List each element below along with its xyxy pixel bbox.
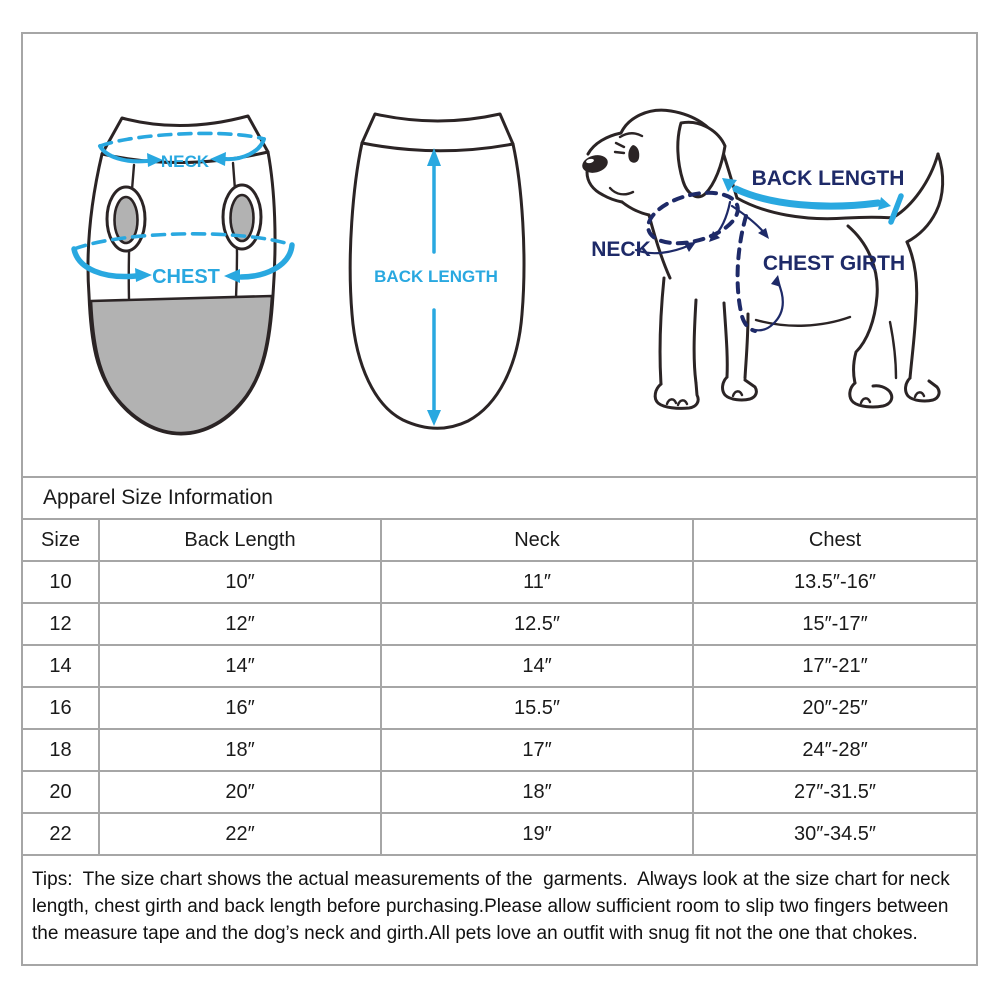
col-header-chest: Chest <box>693 520 976 561</box>
dog-nose-icon <box>580 153 609 176</box>
size-cell: 20 <box>23 771 99 813</box>
front-chest-label: CHEST <box>152 266 220 288</box>
back-length-cell: 12″ <box>99 603 381 645</box>
measurement-illustrations <box>23 34 976 476</box>
neck-cell: 19″ <box>381 813 693 855</box>
table-row <box>23 729 976 771</box>
size-chart-title: Apparel Size Information <box>23 476 976 520</box>
chest-pointer-down-icon <box>758 228 769 239</box>
dog-back-length-label: BACK LENGTH <box>751 167 905 190</box>
col-header-size: Size <box>23 520 99 561</box>
neck-cell: 18″ <box>381 771 693 813</box>
back-length-cell: 20″ <box>99 771 381 813</box>
chest-cell: 27″-31.5″ <box>693 771 976 813</box>
neck-dashed-loop <box>636 184 743 253</box>
neck-cell: 12.5″ <box>381 603 693 645</box>
size-cell: 10 <box>23 561 99 603</box>
table-row <box>23 645 976 687</box>
front-neck-label: NECK <box>160 152 210 171</box>
neck-cell: 11″ <box>381 561 693 603</box>
table-row <box>23 687 976 729</box>
tail-base-tick <box>891 196 901 222</box>
garment-front-view-illustration <box>30 90 330 450</box>
back-length-cell: 22″ <box>99 813 381 855</box>
dog-eyelashes <box>615 143 624 153</box>
dog-neck-label: NECK <box>591 238 651 261</box>
chest-cell: 30″-34.5″ <box>693 813 976 855</box>
size-cell: 12 <box>23 603 99 645</box>
size-cell: 16 <box>23 687 99 729</box>
dog-eye-icon <box>628 145 639 163</box>
col-header-back-length: Back Length <box>99 520 381 561</box>
size-cell: 22 <box>23 813 99 855</box>
tips-text: Tips: The size chart shows the actual measurements of the garments. Always look at the size chart for neck length, chest girth and back length before purchasing.Please allow sufficient room to slip two fingers between the measure tape and the dog’s neck and girth.All pets love an outfit with snug fit not the one that chokes. <box>32 869 955 944</box>
neck-cell: 14″ <box>381 645 693 687</box>
dog-illustration <box>560 90 980 450</box>
size-cell: 18 <box>23 729 99 771</box>
table-row <box>23 603 976 645</box>
col-header-neck: Neck <box>381 520 693 561</box>
chest-cell: 20″-25″ <box>693 687 976 729</box>
chest-cell: 17″-21″ <box>693 645 976 687</box>
table-row <box>23 561 976 603</box>
chest-cell: 24″-28″ <box>693 729 976 771</box>
measure-arrow-right-icon <box>878 197 891 210</box>
table-row <box>23 771 976 813</box>
header-row <box>23 520 976 561</box>
size-cell: 14 <box>23 645 99 687</box>
back-length-cell: 18″ <box>99 729 381 771</box>
dog-chest-girth-label: CHEST GIRTH <box>762 252 906 275</box>
garment-front-skirt <box>91 296 272 433</box>
dog-ear <box>678 122 725 197</box>
back-length-cell: 10″ <box>99 561 381 603</box>
back-length-label: BACK LENGTH <box>374 267 498 286</box>
chest-cell: 13.5″-16″ <box>693 561 976 603</box>
back-length-cell: 14″ <box>99 645 381 687</box>
size-guide-panel <box>21 32 978 966</box>
chest-cell: 15″-17″ <box>693 603 976 645</box>
back-length-cell: 16″ <box>99 687 381 729</box>
neck-cell: 17″ <box>381 729 693 771</box>
neck-cell: 15.5″ <box>381 687 693 729</box>
dog-eyebrow <box>620 133 642 137</box>
size-table <box>23 520 976 856</box>
table-row <box>23 813 976 855</box>
chest-pointer-up-icon <box>771 275 781 287</box>
garment-back-view-illustration <box>330 90 560 450</box>
